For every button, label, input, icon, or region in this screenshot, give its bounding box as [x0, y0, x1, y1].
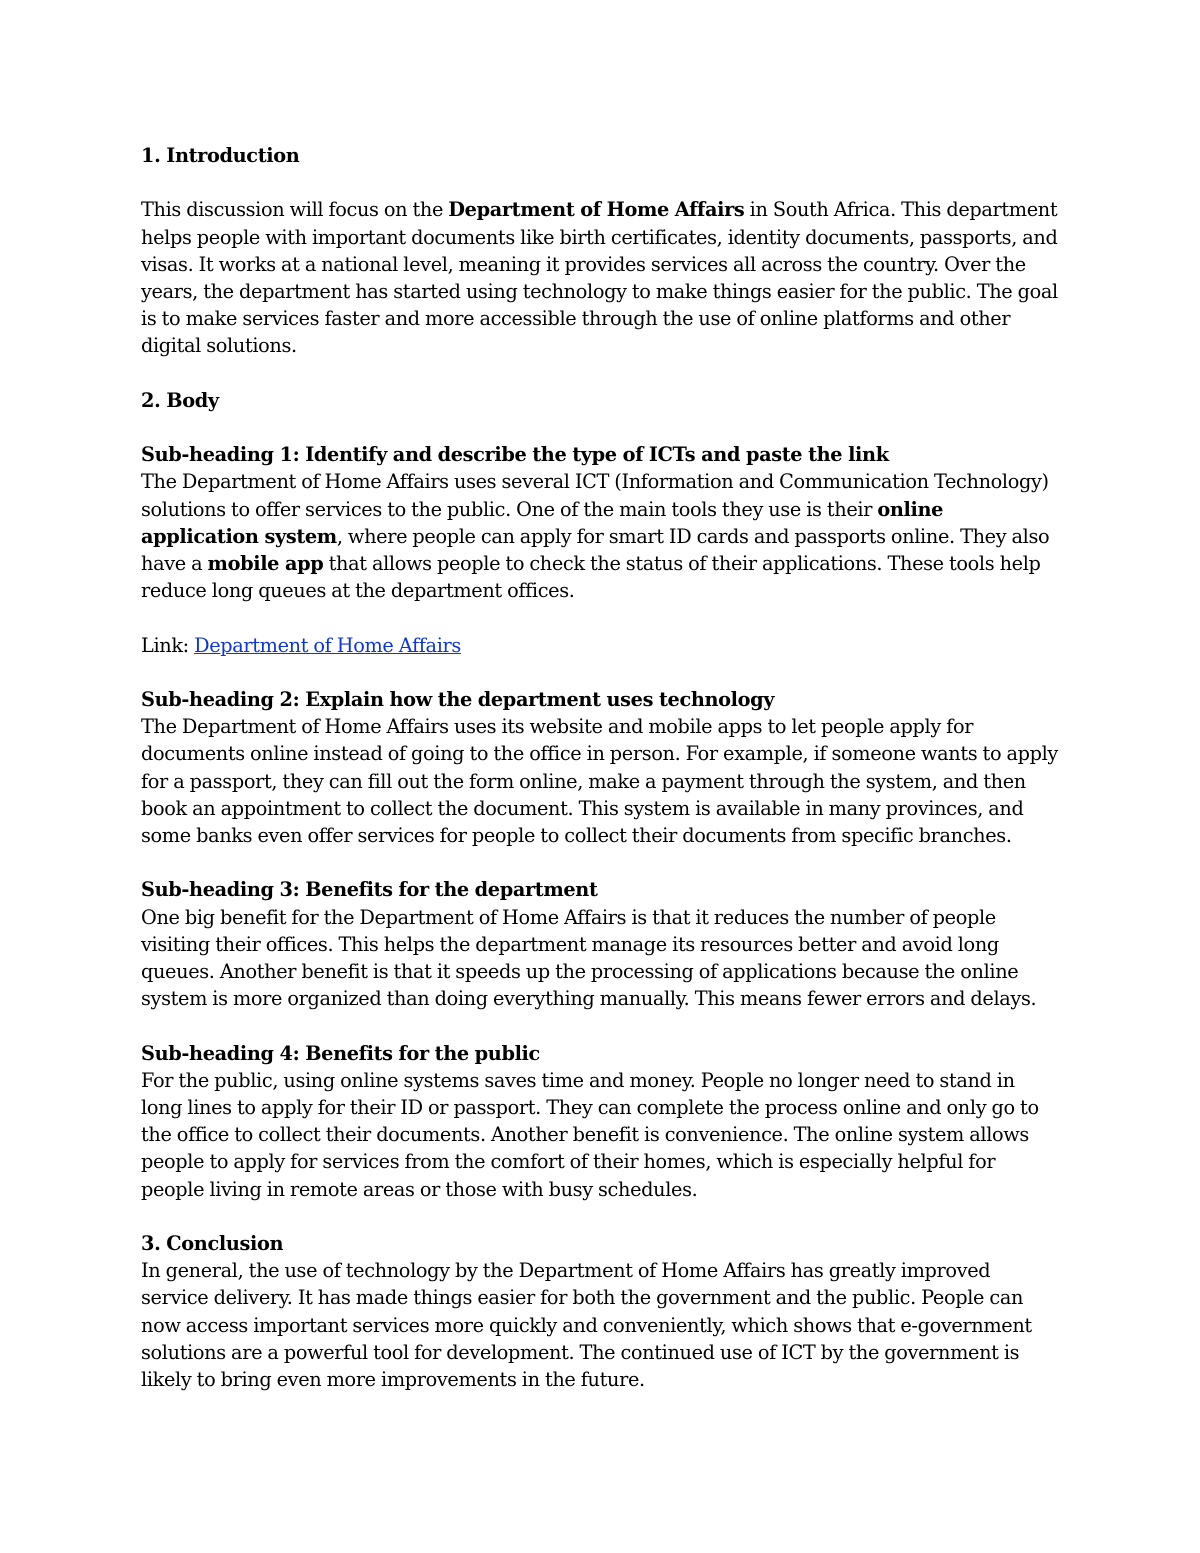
intro-bold-department: Department of Home Affairs [448, 198, 745, 222]
sub1-bold-mobile-app: mobile app [207, 552, 324, 575]
subheading-2-paragraph: The Department of Home Affairs uses its website and mobile apps to let people apply for documents online instead of going to the office in person. For example, if someone wants to apply for a passport, they can fill out the form online, make a payment through the system, and then book an appointment to collect the document. This system is available in many provinces, and some banks even offer services for people to collect their documents from specific branches. [141, 715, 1058, 847]
subheading-2: Sub-heading 2: Explain how the department uses technology [141, 687, 775, 711]
introduction-paragraph [141, 196, 1061, 359]
subheading-4: Sub-heading 4: Benefits for the public [141, 1041, 540, 1065]
spacer [141, 659, 1061, 686]
sub1-text-c: that allows people to check the status of their applications. These tools help reduce long queues at the department offices. [141, 552, 1041, 603]
intro-text-rest: in South Africa. This department helps people with important documents like birth certificates, identity documents, passports, and visas. It works at a national level, meaning it provides services all across the country. Over the years, the department has started using technology to make things easier for the public. The goal is to make services faster and more accessible through the use of online platforms and other digital solutions. [141, 198, 1058, 358]
subheading-1-paragraph [141, 468, 1061, 604]
spacer [141, 414, 1061, 441]
spacer [141, 1203, 1061, 1230]
body-heading: 2. Body [141, 388, 219, 412]
subheading-1: Sub-heading 1: Identify and describe the type of ICTs and paste the link [141, 443, 889, 467]
subheading-3: Sub-heading 3: Benefits for the department [141, 878, 598, 902]
sub1-bold-online-system: online application system [141, 497, 944, 548]
document-page [141, 142, 1061, 1393]
spacer [141, 360, 1061, 387]
spacer [141, 169, 1061, 196]
spacer [141, 1012, 1061, 1039]
sub1-text-b: , where people can apply for smart ID cards and passports online. They also have a [141, 524, 1050, 575]
spacer [141, 849, 1061, 876]
introduction-heading: 1. Introduction [141, 144, 300, 167]
sub1-text-a: The Department of Home Affairs uses several ICT (Information and Communication Technology) solutions to offer services to the public. One of the main tools they use is their [141, 470, 1049, 521]
home-affairs-link[interactable]: Department of Home Affairs [194, 633, 461, 657]
intro-text-start: This discussion will focus on the [141, 198, 449, 222]
spacer [141, 604, 1061, 631]
conclusion-heading: 3. Conclusion [141, 1232, 284, 1255]
link-line [141, 632, 1061, 659]
conclusion-paragraph: In general, the use of technology by the Department of Home Affairs has greatly improved service delivery. It has made things easier for both the government and the public. People can now access important services more quickly and conveniently, which shows that e-government solutions are a powerful tool for development. The continued use of ICT by the government is likely to bring even more improvements in the future. [141, 1259, 1032, 1392]
link-prefix: Link: [141, 633, 195, 657]
subheading-4-paragraph: For the public, using online systems saves time and money. People no longer need to stand in long lines to apply for their ID or passport. They can complete the process online and only go to the office to collect their documents. Another benefit is convenience. The online system allows people to apply for services from the comfort of their homes, which is especially helpful for people living in remote areas or those with busy schedules. [141, 1068, 1039, 1201]
subheading-3-paragraph: One big benefit for the Department of Home Affairs is that it reduces the number of people visiting their offices. This helps the department manage its resources better and avoid long queues. Another benefit is that it speeds up the processing of applications because the online system is more organized than doing everything manually. This means fewer errors and delays. [141, 905, 1037, 1011]
